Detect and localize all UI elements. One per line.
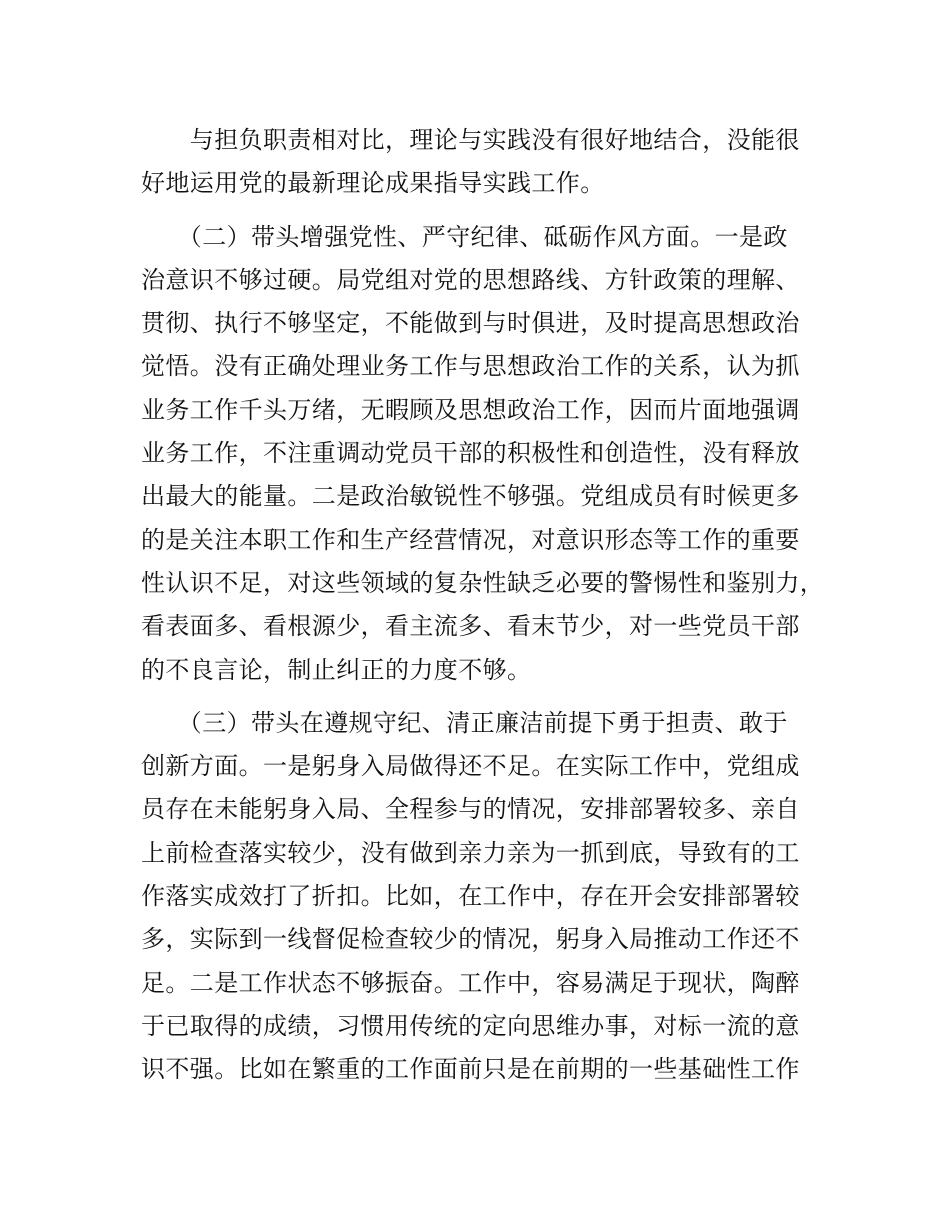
text-line: 作落实成效打了折扣。比如，在工作中，存在开会安排部署较 xyxy=(141,882,800,911)
text-line: 于已取得的成绩，习惯用传统的定向思维办事，对标一流的意 xyxy=(141,1011,800,1040)
text-line: 的不良言论，制止纠正的力度不够。 xyxy=(141,655,532,684)
text-line: 与担负职责相对比，理论与实践没有很好地结合，没能很 xyxy=(141,126,800,154)
text-line: 业务工作，不注重调动党员干部的积极性和创造性，没有释放 xyxy=(141,439,800,468)
text-line: 业务工作千头万绪，无暇顾及思想政治工作，因而片面地强调 xyxy=(141,395,800,424)
text-line: 出最大的能量。二是政治敏锐性不够强。党组成员有时候更多 xyxy=(141,482,800,511)
text-line: 性认识不足，对这些领域的复杂性缺乏必要的警惕性和鉴别力， xyxy=(141,568,825,597)
text-line: 上前检查落实较少，没有做到亲力亲为一抓到底，导致有的工 xyxy=(141,838,800,867)
paragraph xyxy=(141,216,841,692)
paragraph xyxy=(141,702,841,1092)
paragraph xyxy=(141,119,841,206)
text-line: 足。二是工作状态不够振奋。工作中，容易满足于现状，陶醉 xyxy=(141,968,800,997)
text-line: 治意识不够过硬。局党组对党的思想路线、方针政策的理解、 xyxy=(141,265,800,294)
text-line: （三）带头在遵规守纪、清正廉洁前提下勇于担责、敢于 xyxy=(141,708,788,737)
text-line: 识不强。比如在繁重的工作面前只是在前期的一些基础性工作 xyxy=(141,1055,800,1084)
text-line: 员存在未能躬身入局、全程参与的情况，安排部署较多、亲自 xyxy=(141,795,800,824)
text-line: （二）带头增强党性、严守纪律、砥砺作风方面。一是政 xyxy=(141,222,788,251)
text-line: 觉悟。没有正确处理业务工作与思想政治工作的关系，认为抓 xyxy=(141,352,800,381)
text-line: 好地运用党的最新理论成果指导实践工作。 xyxy=(141,169,605,198)
text-line: 的是关注本职工作和生产经营情况，对意识形态等工作的重要 xyxy=(141,525,800,554)
text-line: 创新方面。一是躬身入局做得还不足。在实际工作中，党组成 xyxy=(141,752,800,781)
text-line: 贯彻、执行不够坚定，不能做到与时俱进，及时提高思想政治 xyxy=(141,309,800,338)
text-line: 多，实际到一线督促检查较少的情况，躬身入局推动工作还不 xyxy=(141,925,800,954)
document-body xyxy=(141,119,841,1102)
text-line: 看表面多、看根源少，看主流多、看末节少，对一些党员干部 xyxy=(141,612,800,641)
